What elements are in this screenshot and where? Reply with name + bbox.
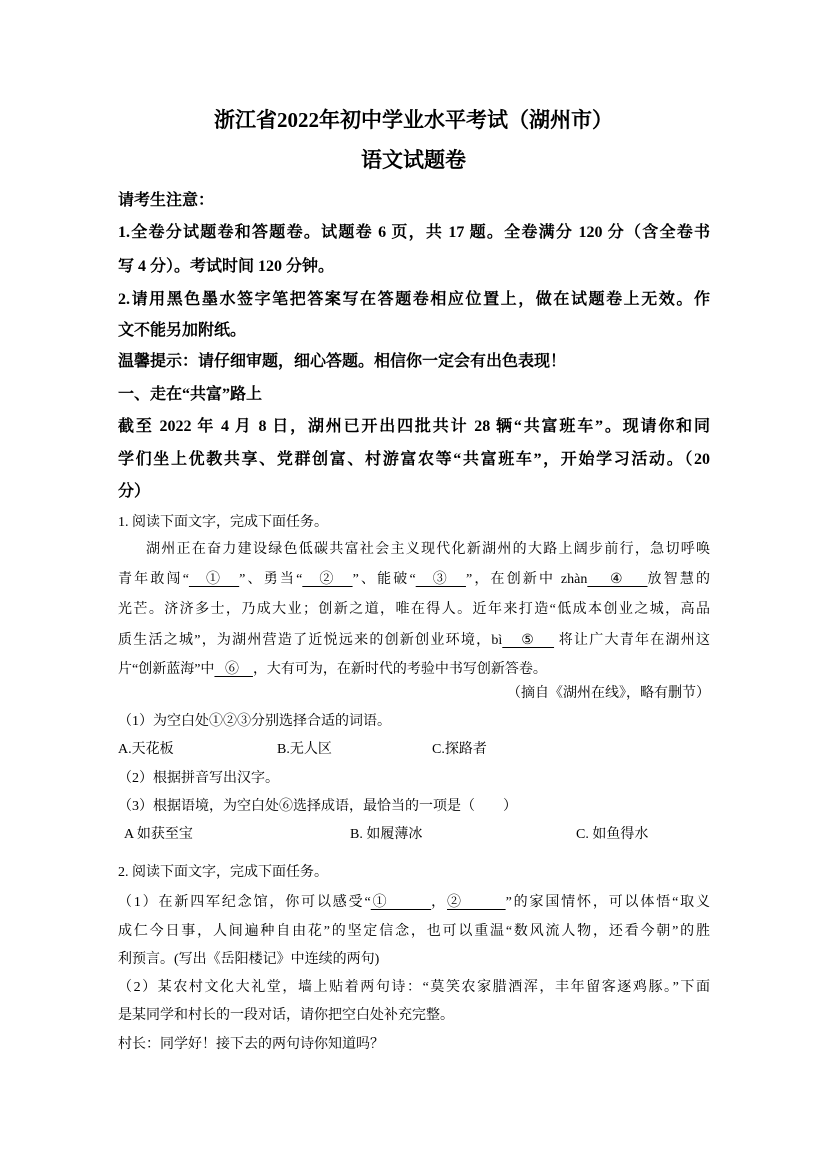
- q2-sub2-cont: 是某同学和村长的一段对话，请你把空白处补充完整。: [118, 1008, 454, 1023]
- option-a[interactable]: A.天花板: [118, 742, 174, 757]
- text-segment: ，大有可为，在新时代的考验中书写创新答卷。: [252, 662, 547, 677]
- notice-item-1-cont: 写 4 分）。考试时间 120 分钟。: [118, 258, 335, 275]
- answer-blank[interactable]: ①: [188, 572, 240, 587]
- notice-item-2-cont: 文不能另加附纸。: [118, 322, 247, 339]
- option-c[interactable]: C. 如鱼得水: [576, 827, 649, 842]
- text-segment: 青年敢闯“: [118, 572, 189, 587]
- section-intro-end: 分）: [118, 483, 151, 500]
- option-b[interactable]: B. 如履薄冰: [350, 827, 423, 842]
- question-1-heading: 1. 阅读下面文字，完成下面任务。: [118, 515, 328, 530]
- passage-line: [118, 658, 710, 678]
- answer-blank[interactable]: ④: [587, 572, 648, 587]
- option-c[interactable]: C.探路者: [432, 742, 487, 757]
- page-title: 浙江省2022年初中学业水平考试（湖州市）: [214, 108, 613, 132]
- q1-sub3: （3）根据语境，为空白处⑥选择成语，最恰当的一项是（ ）: [118, 799, 517, 814]
- answer-blank[interactable]: ②: [302, 572, 353, 587]
- answer-blank[interactable]: ⑥: [214, 662, 253, 677]
- text-segment: ，: [431, 895, 447, 910]
- passage-line: [118, 568, 710, 588]
- q2-sub2: （2）某农村文化大礼堂，墙上贴着两句诗：“莫笑农家腊酒浑，丰年留客逐鸡豚。”下面: [118, 980, 710, 995]
- text-segment: ”的家国情怀，可以体悟“取义: [505, 895, 710, 910]
- text-segment: 将让广大青年在湖州这: [554, 633, 710, 648]
- text-segment: （1）在新四军纪念馆，你可以感受“: [118, 895, 371, 910]
- notice-item-1: 1.全卷分试题卷和答题卷。试题卷 6 页，共 17 题。全卷满分 120 分（含全卷书: [118, 224, 710, 241]
- text-segment: 光芒。济济多士，乃成大业；创新之道，唯在得人。近年来打造“低成本创业之城，高品: [118, 602, 710, 617]
- text-segment: 质生活之城”，为湖州营造了近悦远来的创新创业环境，bì: [118, 633, 503, 648]
- notice-item-2: 2.请用黑色墨水签字笔把答案写在答题卷相应位置上，做在试题卷上无效。作: [118, 291, 710, 308]
- answer-blank[interactable]: ①: [370, 895, 432, 910]
- q1-sub1: （1）为空白处①②③分别选择合适的词语。: [118, 714, 391, 729]
- section-intro: 截至 2022 年 4 月 8 日，湖州已开出四批共计 28 辆“共富班车”。现请你和同: [118, 418, 710, 435]
- passage-line: [146, 538, 710, 558]
- dialog-line: 村长：同学好！接下去的两句诗你知道吗？: [118, 1037, 384, 1052]
- answer-blank[interactable]: ③: [415, 572, 466, 587]
- q2-sub1-end: 利预言。(写出《岳阳楼记》中连续的两句): [118, 952, 380, 967]
- passage-source: （摘自《湖州在线》，略有删节）: [507, 686, 710, 701]
- text-segment: ”，在创新中 zhàn: [465, 572, 588, 587]
- answer-blank[interactable]: ⑤: [502, 633, 555, 648]
- text-segment: 放智慧的: [647, 572, 711, 587]
- page-subtitle: 语文试题卷: [361, 148, 466, 172]
- section-heading: 一、走在“共富”路上: [118, 386, 263, 403]
- passage-line: [118, 598, 710, 618]
- text-segment: 片“创新蓝海”中: [118, 662, 215, 677]
- answer-blank[interactable]: ②: [447, 895, 506, 910]
- text-segment: ”、勇当“: [239, 572, 303, 587]
- notice-heading: 请考生注意：: [118, 192, 215, 209]
- notice-tip: 温馨提示：请仔细审题，细心答题。相信你一定会有出色表现！: [118, 353, 567, 370]
- option-b[interactable]: B.无人区: [277, 742, 332, 757]
- question-2-heading: 2. 阅读下面文字，完成下面任务。: [118, 865, 328, 880]
- text-segment: ”、能破“: [352, 572, 416, 587]
- section-intro-cont: 学们坐上优教共享、党群创富、村游富农等“共富班车”，开始学习活动。（20: [118, 451, 710, 468]
- text-segment: 湖州正在奋力建设绿色低碳共富社会主义现代化新湖州的大路上阔步前行，急切呼唤: [146, 542, 710, 557]
- q2-sub1: [118, 891, 710, 911]
- passage-line: [118, 629, 710, 649]
- option-a[interactable]: A 如获至宝: [124, 827, 193, 842]
- q1-sub2: （2）根据拼音写出汉字。: [118, 771, 279, 786]
- q2-sub1-cont: 成仁今日事，人间遍种自由花”的坚定信念，也可以重温“数风流人物，还看今朝”的胜: [118, 924, 710, 939]
